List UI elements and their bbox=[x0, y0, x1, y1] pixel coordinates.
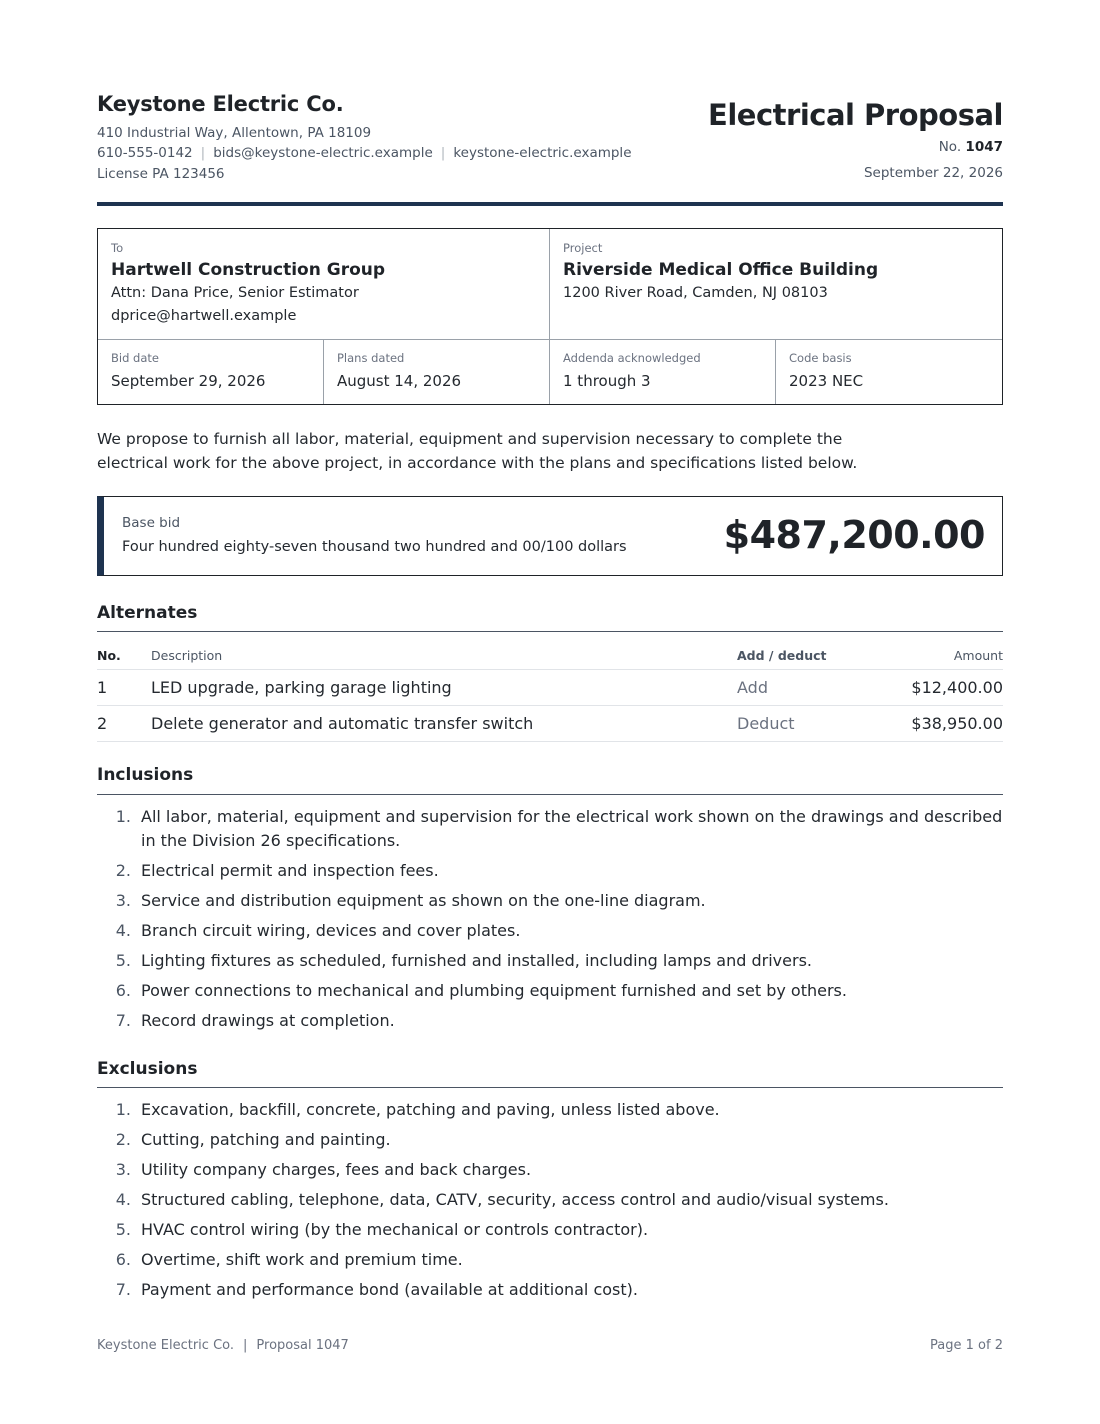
list-text: Overtime, shift work and premium time. bbox=[141, 1250, 463, 1269]
to-cell bbox=[98, 229, 550, 340]
list-text: HVAC control wiring (by the mechanical or controls contractor). bbox=[141, 1220, 649, 1239]
footer-proposal: Proposal 1047 bbox=[256, 1338, 349, 1353]
list-text: Payment and performance bond (available at additional cost). bbox=[141, 1280, 638, 1299]
detail-value: 1 through 3 bbox=[563, 372, 651, 390]
proposal-page bbox=[97, 0, 1003, 1424]
list-text: Power connections to mechanical and plumbing equipment furnished and set by others. bbox=[141, 981, 847, 1000]
list-text: Branch circuit wiring, devices and cover plates. bbox=[141, 921, 521, 940]
project-name: Riverside Medical Office Building bbox=[563, 260, 879, 280]
alt-type: Deduct bbox=[737, 714, 795, 733]
header-divider bbox=[97, 202, 1003, 206]
list-item bbox=[97, 1278, 1003, 1302]
proposal-number-label: No. bbox=[938, 139, 962, 155]
list-item bbox=[97, 979, 1003, 1003]
company-contact-line bbox=[97, 145, 632, 161]
proposal-date: September 22, 2026 bbox=[863, 165, 1003, 181]
list-text: Utility company charges, fees and back charges. bbox=[141, 1160, 532, 1179]
alt-type: Add bbox=[737, 678, 768, 697]
project-label: Project bbox=[563, 241, 603, 255]
col-header-add-deduct: Add / deduct bbox=[737, 648, 827, 663]
base-bid-box bbox=[97, 496, 1003, 576]
detail-plans-dated bbox=[324, 340, 550, 404]
company-address: 410 Industrial Way, Allentown, PA 18109 bbox=[97, 125, 372, 141]
alt-amount: $38,950.00 bbox=[911, 714, 1003, 733]
list-number: 1. bbox=[115, 1100, 131, 1119]
detail-label: Code basis bbox=[789, 351, 852, 365]
list-number: 6. bbox=[115, 981, 131, 1000]
exclusions-title: Exclusions bbox=[97, 1059, 198, 1079]
detail-label: Bid date bbox=[111, 351, 159, 365]
client-email: dprice@hartwell.example bbox=[111, 308, 297, 324]
separator: | bbox=[200, 145, 206, 161]
proposal-number bbox=[939, 139, 1003, 155]
list-text: Structured cabling, telephone, data, CATV, security, access control and audio/visual systems. bbox=[141, 1190, 889, 1209]
list-text: All labor, material, equipment and supervision for the electrical work shown on the drawings and described in the Division 26 specifications. bbox=[141, 807, 1003, 850]
document-title: Electrical Proposal bbox=[708, 98, 1003, 132]
detail-value: 2023 NEC bbox=[789, 372, 864, 390]
list-text: Service and distribution equipment as shown on the one-line diagram. bbox=[141, 891, 706, 910]
proposal-number-value: 1047 bbox=[965, 139, 1003, 155]
list-number: 5. bbox=[115, 951, 131, 970]
list-item bbox=[97, 949, 1003, 973]
list-text: Excavation, backfill, concrete, patching and paving, unless listed above. bbox=[141, 1100, 720, 1119]
separator: | bbox=[440, 145, 446, 161]
list-number: 7. bbox=[115, 1011, 131, 1030]
base-bid-words: Four hundred eighty-seven thousand two hundred and 00/100 dollars bbox=[122, 539, 627, 555]
info-box bbox=[97, 228, 1003, 405]
list-number: 5. bbox=[115, 1220, 131, 1239]
detail-value: September 29, 2026 bbox=[111, 372, 266, 390]
row-divider bbox=[97, 705, 1003, 706]
page-number: Page 1 of 2 bbox=[930, 1338, 1003, 1353]
list-text: Record drawings at completion. bbox=[141, 1011, 395, 1030]
inclusions-list bbox=[97, 805, 1003, 1033]
company-website: keystone-electric.example bbox=[453, 145, 632, 161]
list-number: 2. bbox=[115, 861, 131, 880]
detail-bid-date bbox=[98, 340, 324, 404]
list-number: 2. bbox=[115, 1130, 131, 1149]
list-text: Electrical permit and inspection fees. bbox=[141, 861, 439, 880]
alt-description: LED upgrade, parking garage lighting bbox=[151, 678, 452, 697]
company-phone: 610-555-0142 bbox=[97, 145, 193, 161]
list-item bbox=[97, 805, 1003, 853]
list-item bbox=[97, 919, 1003, 943]
row-divider bbox=[97, 741, 1003, 742]
list-number: 3. bbox=[115, 1160, 131, 1179]
section-divider bbox=[97, 1087, 1003, 1088]
list-item bbox=[97, 1098, 1003, 1122]
detail-label: Addenda acknowledged bbox=[563, 351, 701, 365]
company-name: Keystone Electric Co. bbox=[97, 92, 344, 116]
list-item bbox=[97, 1158, 1003, 1182]
list-item bbox=[97, 1218, 1003, 1242]
list-number: 4. bbox=[115, 921, 131, 940]
alt-description: Delete generator and automatic transfer switch bbox=[151, 714, 534, 733]
detail-value: August 14, 2026 bbox=[337, 372, 462, 390]
list-item bbox=[97, 1009, 1003, 1033]
col-header-amount: Amount bbox=[953, 648, 1003, 663]
list-text: Lighting fixtures as scheduled, furnished and installed, including lamps and drivers. bbox=[141, 951, 812, 970]
list-number: 3. bbox=[115, 891, 131, 910]
alt-amount: $12,400.00 bbox=[911, 678, 1003, 697]
exclusions-list bbox=[97, 1098, 1003, 1302]
list-number: 7. bbox=[115, 1280, 131, 1299]
company-license: License PA 123456 bbox=[97, 166, 225, 182]
project-address: 1200 River Road, Camden, NJ 08103 bbox=[563, 285, 828, 301]
client-name: Hartwell Construction Group bbox=[111, 260, 386, 280]
list-number: 1. bbox=[115, 807, 131, 826]
list-item bbox=[97, 1128, 1003, 1152]
alternates-title: Alternates bbox=[97, 603, 198, 623]
base-bid-amount: $487,200.00 bbox=[723, 513, 985, 557]
list-number: 6. bbox=[115, 1250, 131, 1269]
section-divider bbox=[97, 631, 1003, 632]
detail-addenda bbox=[550, 340, 776, 404]
list-item bbox=[97, 1188, 1003, 1212]
footer-company: Keystone Electric Co. bbox=[97, 1338, 235, 1353]
project-cell bbox=[550, 229, 1002, 340]
section-divider bbox=[97, 794, 1003, 795]
detail-label: Plans dated bbox=[337, 351, 405, 365]
document-header bbox=[97, 90, 1003, 200]
alt-no: 1 bbox=[97, 678, 108, 697]
col-header-description: Description bbox=[151, 648, 223, 663]
row-divider bbox=[97, 669, 1003, 670]
intro-paragraph: We propose to furnish all labor, material, equipment and supervision necessary to complete the electrical work for the above project, in accordance with the plans and specifications listed below. bbox=[97, 430, 858, 472]
col-header-no: No. bbox=[97, 648, 121, 663]
detail-code-basis bbox=[776, 340, 1002, 404]
list-item bbox=[97, 889, 1003, 913]
client-attn: Attn: Dana Price, Senior Estimator bbox=[111, 285, 359, 301]
base-bid-label: Base bid bbox=[122, 515, 181, 531]
footer-left bbox=[97, 1338, 349, 1353]
to-label: To bbox=[111, 241, 124, 255]
list-item bbox=[97, 1248, 1003, 1272]
list-number: 4. bbox=[115, 1190, 131, 1209]
alt-no: 2 bbox=[97, 714, 108, 733]
list-item bbox=[97, 859, 1003, 883]
inclusions-title: Inclusions bbox=[97, 765, 194, 785]
list-text: Cutting, patching and painting. bbox=[141, 1130, 391, 1149]
company-email: bids@keystone-electric.example bbox=[213, 145, 433, 161]
separator: | bbox=[243, 1338, 248, 1353]
